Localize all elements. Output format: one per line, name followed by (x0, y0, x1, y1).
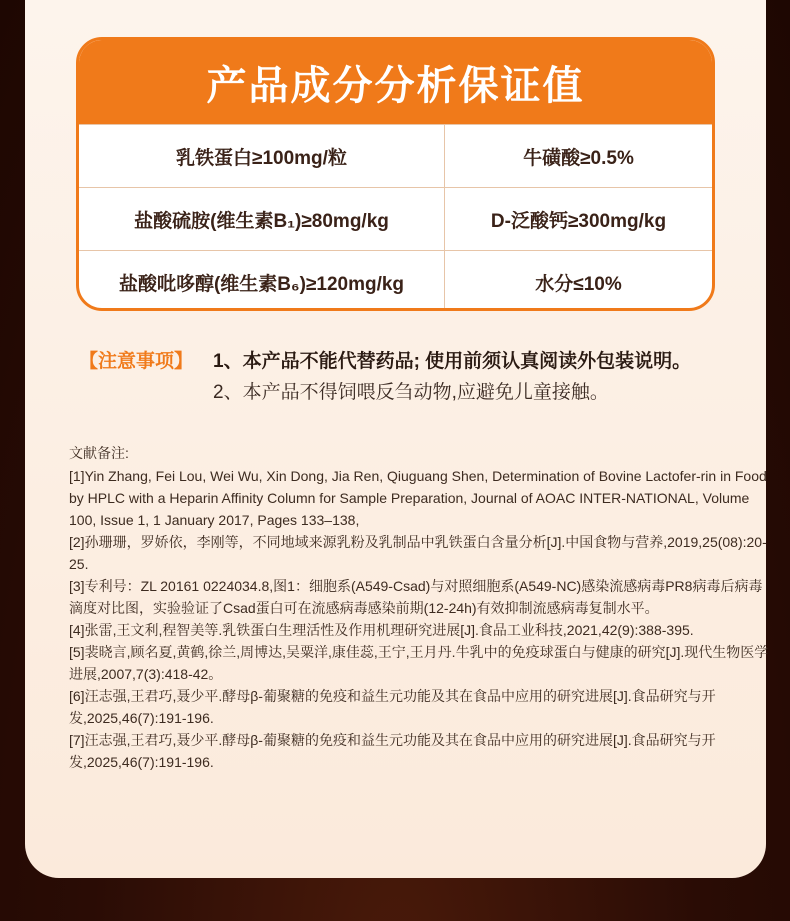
table-cell: 盐酸吡哆醇(维生素B₆)≥120mg/kg (79, 251, 445, 311)
content-card (25, 0, 769, 878)
table-title: 产品成分分析保证值 (206, 63, 585, 108)
notice-line-1: 1、本产品不能代替药品; 使用前须认真阅读外包装说明。 (213, 351, 692, 372)
references-section (69, 442, 769, 773)
reference-item: [5]裴晓言,顾名夏,黄鹤,徐兰,周博达,吴粟洋,康佳蕊,王宁,王月丹.牛乳中的免疫球蛋白与健康的研究[J].现代生物医学进展,2007,7(3):418-42。 (69, 644, 769, 682)
table-cell: 乳铁蛋白≥100mg/粒 (79, 125, 445, 187)
table-row (79, 187, 712, 250)
table-header (79, 40, 712, 124)
reference-item: [4]张雷,王文利,程智美等.乳铁蛋白生理活性及作用机理研究进展[J].食品工业科技,2021,42(9):388-395. (69, 622, 694, 638)
table-cell: D-泛酸钙≥300mg/kg (490, 210, 667, 232)
reference-item: [7]汪志强,王君巧,聂少平.酵母β-葡聚糖的免疫和益生元功能及其在食品中应用的研究进展[J].食品研究与开发,2025,46(7):191-196. (69, 732, 716, 770)
table-cell: 水分≤10% (535, 273, 622, 295)
reference-item: [3]专利号：ZL 20161 0224034.8,图1：细胞系(A549-Csad)与对照细胞系(A549-NC)感染流感病毒PR8病毒后病毒滴度对比图，实验验证了Csad蛋白可在流感病毒感染前期(12-24h)有效抑制流感病毒复制水平。 (69, 578, 763, 616)
notice-line-2: 2、本产品不得饲喂反刍动物,应避免儿童接触。 (213, 382, 609, 403)
reference-item: [1]Yin Zhang, Fei Lou, Wei Wu, Xin Dong, Jia Ren, Qiuguang Shen, Determination of Bovine Lactofer-rin in Food by HPLC with a Heparin Affinity Column for Sample Preparation, Journal of AOAC INTER-NATIONAL, Volume 100, Issue 1, 1 January 2017, Pages 133–138, (69, 468, 767, 528)
table-row (79, 124, 712, 187)
ingredient-table (76, 37, 715, 311)
reference-item: [2]孙珊珊，罗娇依，李刚等，不同地域来源乳粉及乳制品中乳铁蛋白含量分析[J].中国食物与营养,2019,25(08):20-25. (69, 534, 767, 572)
table-cell: 盐酸硫胺(维生素B₁)≥80mg/kg (79, 188, 445, 250)
references-title: 文献备注: (69, 445, 129, 461)
table-row (79, 250, 712, 311)
table-cell: 牛磺酸≥0.5% (523, 147, 634, 169)
reference-item: [6]汪志强,王君巧,聂少平.酵母β-葡聚糖的免疫和益生元功能及其在食品中应用的研究进展[J].食品研究与开发,2025,46(7):191-196. (69, 688, 716, 726)
notice-label: 【注意事项】 (79, 351, 194, 372)
